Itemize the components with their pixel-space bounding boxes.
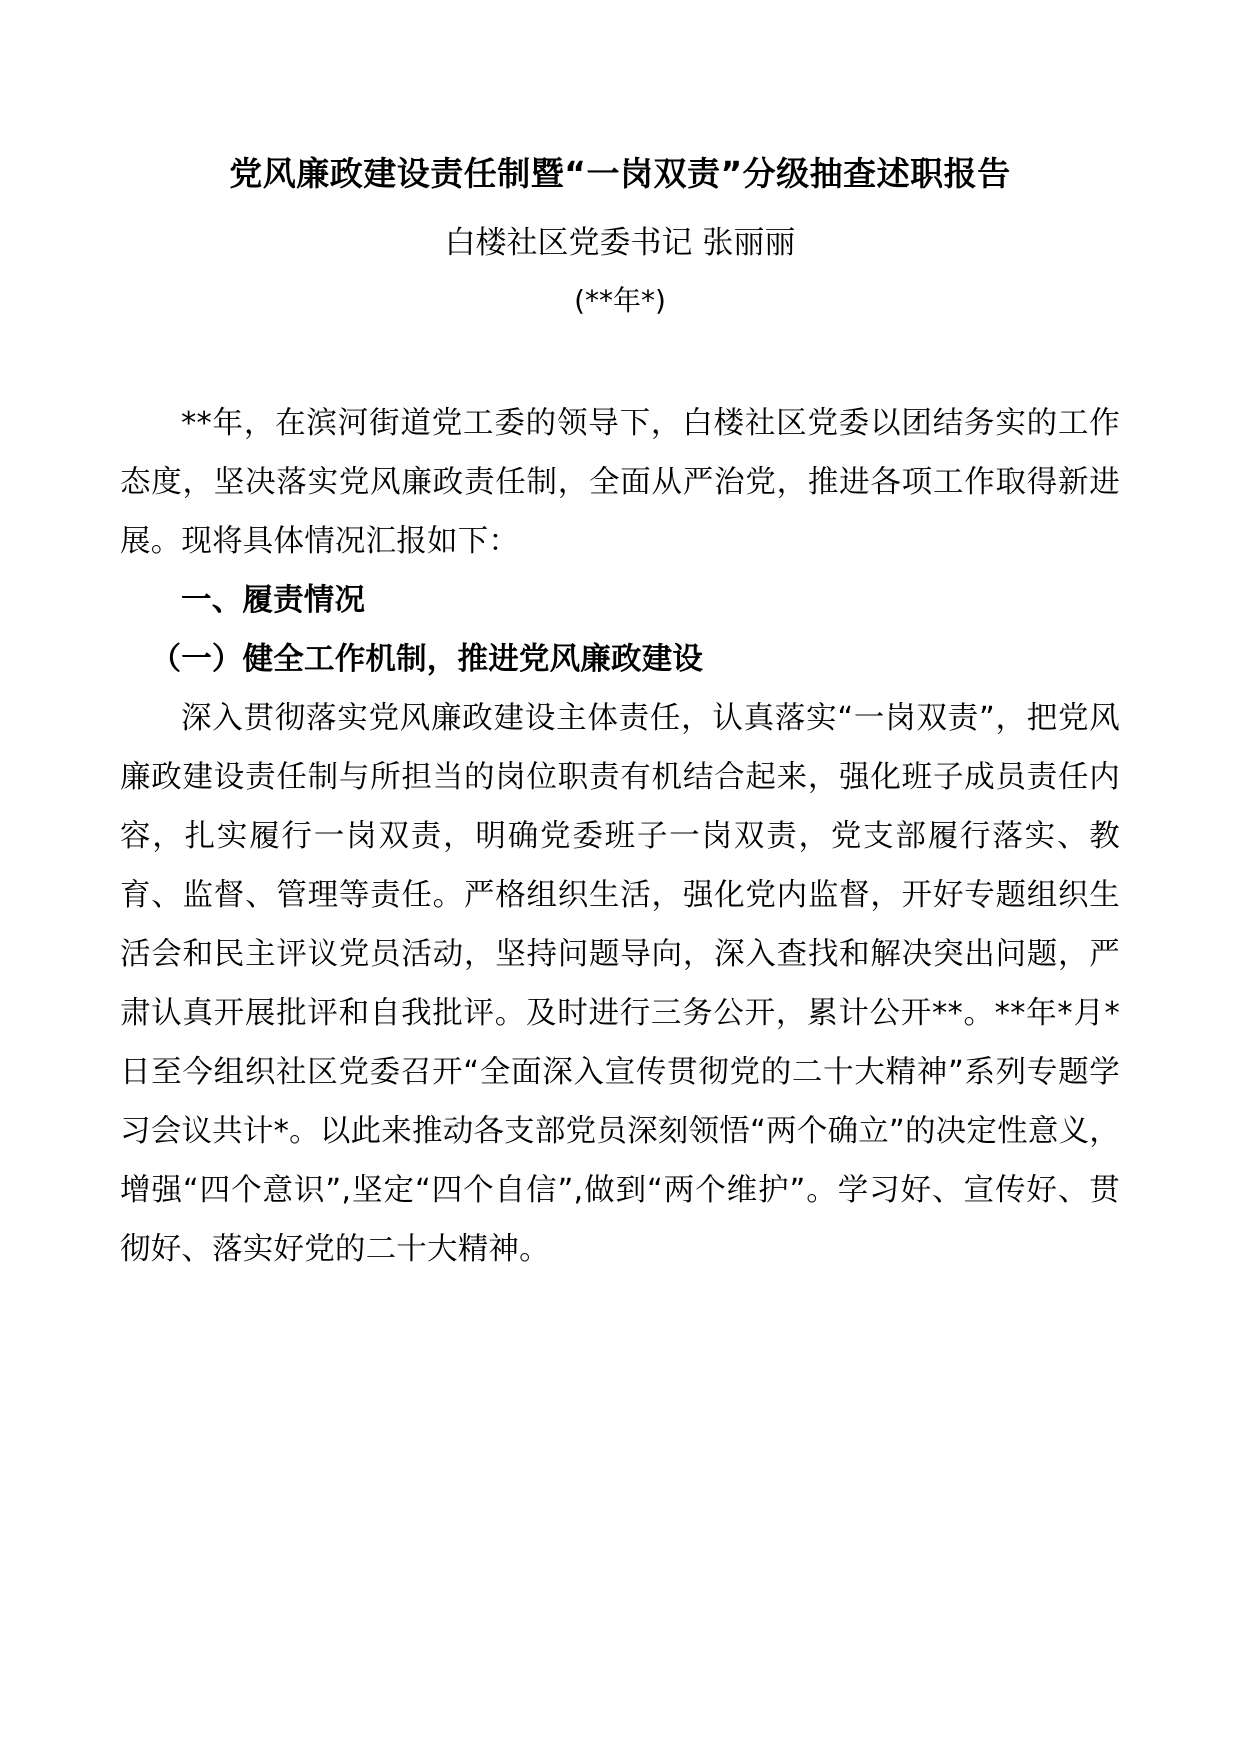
document-byline: 白楼社区党委书记 张丽丽 xyxy=(444,224,796,261)
section-heading-lvl2: （一）健全工作机制，推进党风廉政建设 xyxy=(150,642,704,678)
document-date: (**年*) xyxy=(574,284,666,318)
section-heading-lvl1: 一、履责情况 xyxy=(181,583,366,619)
header-body-spacer xyxy=(120,322,1120,394)
intro-paragraph: **年，在滨河街道党工委的领导下，白楼社区党委以团结务实的工作态度，坚决落实党风廉政责任制，全面从严治党，推进各项工作取得新进展。现将具体情况汇报如下： xyxy=(120,406,1120,560)
page-title: 党风廉政建设责任制暨“一岗双责”分级抽查述职报告 xyxy=(229,154,1011,193)
subsection-body-paragraph: 深入贯彻落实党风廉政建设主体责任，认真落实“一岗双责”，把党风廉政建设责任制与所担当的岗位职责有机结合起来，强化班子成员责任内容，扎实履行一岗双责，明确党委班子一岗双责，党支部履行落实、教育、监督、管理等责任。严格组织生活，强化党内监督，开好专题组织生活会和民主评议党员活动，坚持问题导向，深入查找和解决突出问题，严肃认真开展批评和自我批评。及时进行三务公开，累计公开**。**年*月*日至今组织社区党委召开“全面深入宣传贯彻党的二十大精神”系列专题学习会议共计*。以此来推动各支部党员深刻领悟“两个确立”的决定性意义，增强“四个意识”,坚定“四个自信”,做到“两个维护”。学习好、宣传好、贯彻好、落实好党的二十大精神。 xyxy=(120,701,1120,1268)
